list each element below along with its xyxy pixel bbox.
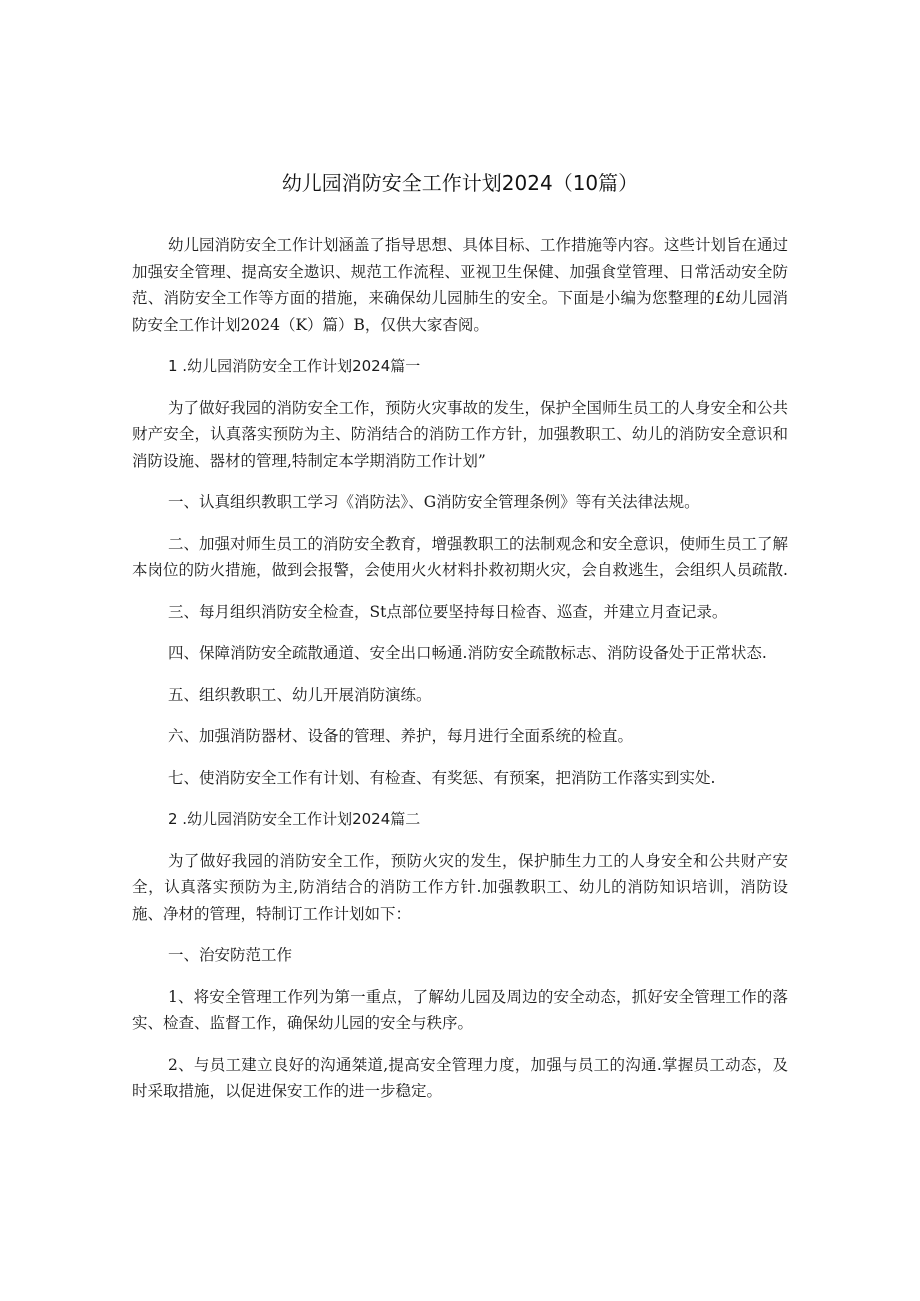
body-paragraph: 为了做好我园的消防安全工作，预防火灾的发生，保护肺生力工的人身安全和公共财产安全，认真落实预防为主,防消结合的消防工作方针.加强教职工、幼儿的消防知识培训，消防设施、净材的管理，特制订工作计划如下： — [132, 851, 788, 923]
document-title: 幼儿园消防安全工作计划2024（10篇） — [281, 171, 639, 195]
list-item: 七、使消防安全工作有计划、有检查、有奖惩、有预案，把消防工作落实到实处. — [168, 768, 716, 787]
section-heading-1: 1 .幼儿园消防安全工作计划2024篇一 — [168, 357, 421, 375]
list-item: 2、与员工建立良好的沟通桀道,提高安全管理力度，加强与员工的沟通.掌握员工动态，及时采取措施，以促进保安工作的进一步稳定。 — [132, 1055, 788, 1100]
list-item: 四、保障消防安全疏散通道、安全出口畅通.消防安全疏散标志、消防设备处于正常状态. — [168, 644, 767, 662]
section-heading-2: 2 .幼儿园消防安全工作计划2024篇二 — [168, 810, 421, 828]
list-item: 二、加强对师生员工的消防安全教育，增强教职工的法制观念和安全意识，使师生员工了解本岗位的防火措施，做到会报警，会使用火火材料扑救初期火灾，会自救逃生，会组织人员疏散. — [132, 534, 789, 579]
list-item: 六、加强消防器材、设备的管理、养护，每月进行全面系统的检直。 — [168, 727, 634, 745]
list-item: 三、每月组织消防安全检查，St点部位要坚持每日检杳、巡查，并建立月查记录。 — [168, 602, 728, 621]
subsection-heading: 一、治安防范工作 — [168, 946, 293, 964]
list-item: 1、将安全管理工作列为第一重点，了解幼儿园及周边的安全动态，抓好安全管理工作的落实、检查、监督工作，确保幼儿园的安全与秩序。 — [132, 987, 788, 1032]
body-paragraph: 为了做好我园的消防安全工作，预防火灾事故的发生，保护全国师生员工的人身安全和公共财产安全，认真落实预防为主、防消结合的消防工作方针，加强教职工、幼儿的消防安全意识和消防设施、器材的管理,特制定本学期消防工作计划” — [132, 398, 789, 470]
list-item: 一、认真组织教职工学习《消防法》、G消防安全管理条例》等有关法律法规。 — [168, 493, 700, 511]
document-body — [132, 232, 788, 1120]
intro-paragraph: 幼儿园消防安全工作计划涵盖了指导思想、具体目标、工作措施等内容。这些计划旨在通过加强安全管理、提高安全遨识、规范工作流程、亚视卫生保健、加强食堂管理、日常活动安全防范、消防安全工作等方面的措施，来确保幼儿园肺生的安全。下面是小编为您整理的£幼儿园消防安全工作计划2024（K）篇）B，仅供大家杳阅。 — [132, 236, 789, 334]
list-item: 五、组织教职工、幼儿开展消防演练。 — [168, 685, 432, 704]
